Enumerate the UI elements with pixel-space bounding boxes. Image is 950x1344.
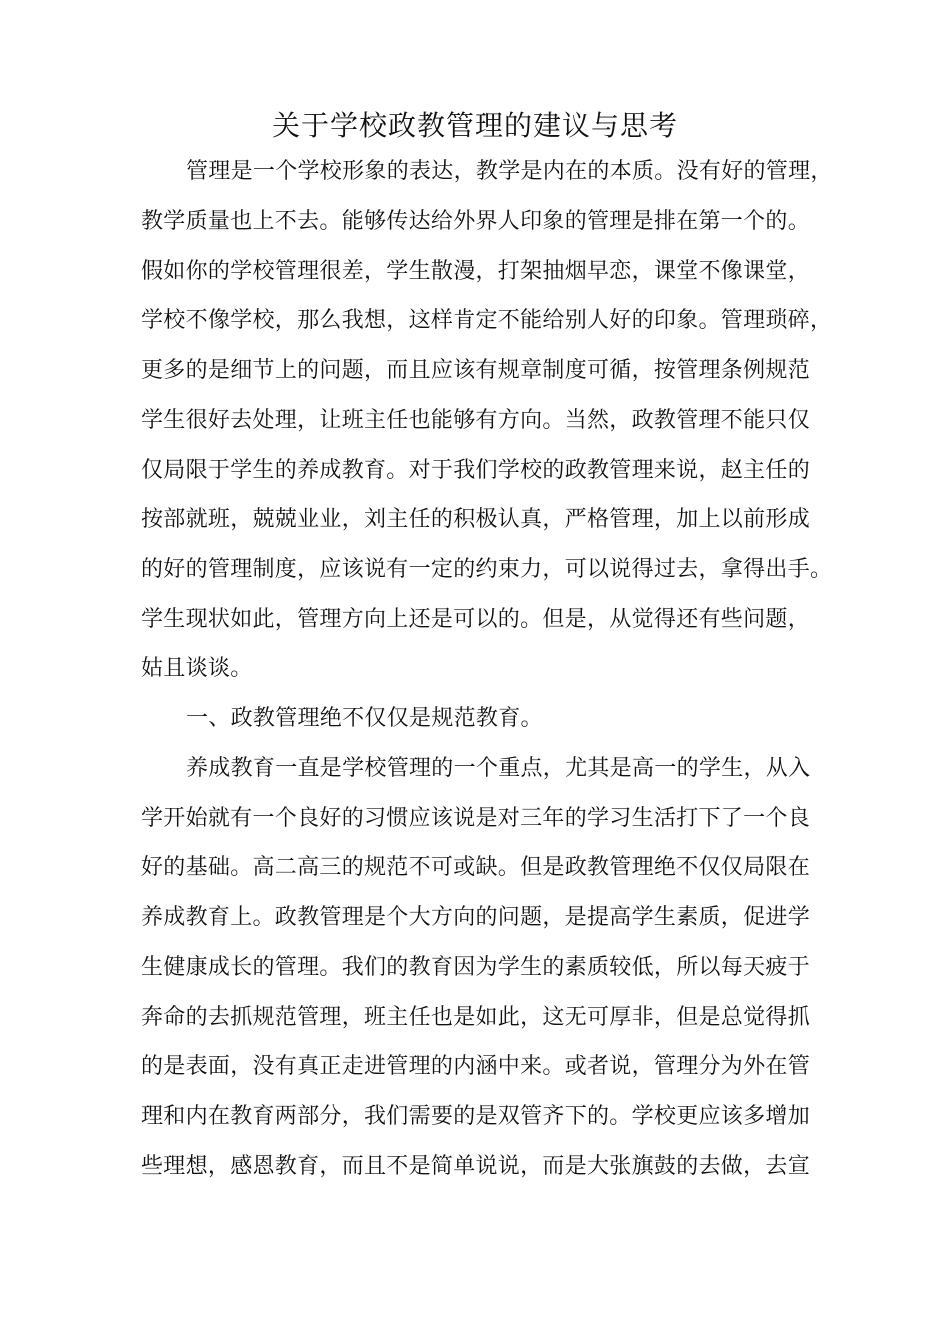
paragraph-line: 些理想，感恩教育，而且不是简单说说，而是大张旗鼓的去做，去宣 [141,1154,811,1179]
paragraph-line: 姑且谈谈。 [141,656,253,681]
section-heading: 一、政教管理绝不仅仅是规范教育。 [186,706,543,731]
paragraph-line: 学校不像学校，那么我想，这样肯定不能给别人好的印象。管理琐碎， [141,308,833,333]
paragraph-line: 的好的管理制度，应该说有一定的约束力，可以说得过去，拿得出手。 [141,557,833,582]
paragraph-line: 养成教育上。政教管理是个大方向的问题，是提高学生素质，促进学 [141,905,811,930]
paragraph-line: 学开始就有一个良好的习惯应该说是对三年的学习生活打下了一个良 [141,806,811,831]
paragraph-line: 仅局限于学生的养成教育。对于我们学校的政教管理来说，赵主任的 [141,458,811,483]
paragraph-line: 好的基础。高二高三的规范不可或缺。但是政教管理绝不仅仅局限在 [141,855,811,880]
paragraph-line: 学生很好去处理，让班主任也能够有方向。当然，政教管理不能只仅 [141,408,811,433]
paragraph-line: 教学质量也上不去。能够传达给外界人印象的管理是排在第一个的。 [141,209,811,234]
paragraph-line: 管理是一个学校形象的表达，教学是内在的本质。没有好的管理， [186,159,833,184]
paragraph-line: 养成教育一直是学校管理的一个重点，尤其是高一的学生，从入 [186,756,811,781]
paragraph-line: 奔命的去抓规范管理，班主任也是如此，这无可厚非，但是总觉得抓 [141,1005,811,1030]
paragraph-line: 按部就班，兢兢业业，刘主任的积极认真，严格管理，加上以前形成 [141,507,811,532]
paragraph-line: 生健康成长的管理。我们的教育因为学生的素质较低，所以每天疲于 [141,955,811,980]
document-title: 关于学校政教管理的建议与思考 [271,109,678,142]
paragraph-line: 假如你的学校管理很差，学生散漫，打架抽烟早恋，课堂不像课堂， [141,259,811,284]
paragraph-line: 更多的是细节上的问题，而且应该有规章制度可循，按管理条例规范 [141,358,811,383]
paragraph-line: 理和内在教育两部分，我们需要的是双管齐下的。学校更应该多增加 [141,1104,811,1129]
paragraph-line: 的是表面，没有真正走进管理的内涵中来。或者说，管理分为外在管 [141,1054,811,1079]
paragraph-line: 学生现状如此，管理方向上还是可以的。但是，从觉得还有些问题， [141,607,811,632]
